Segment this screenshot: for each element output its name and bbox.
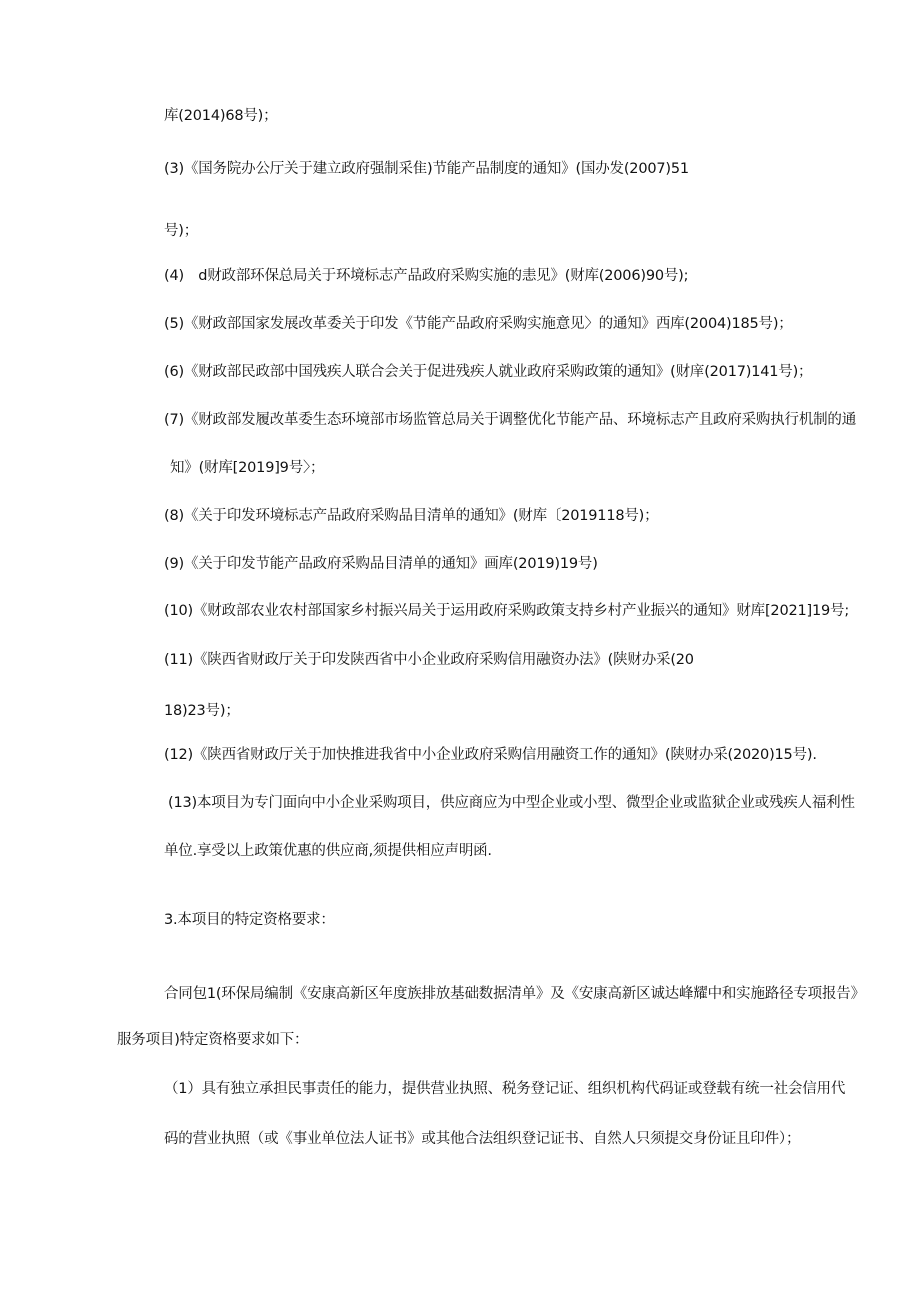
text-line-3: 号)； bbox=[164, 223, 199, 239]
text-line-5: (5)《财政部国家发展改革委关于印发《节能产品政府采购实施意见〉的通知》西库(2004)185号)； bbox=[164, 316, 793, 332]
text-line-6: (6)《财政部民政部中国残疾人联合会关于促进残疾人就业政府采购政策的通知》(财庠(2017)141号)； bbox=[164, 364, 813, 380]
text-line-1: 库(2014)68号)； bbox=[164, 108, 278, 124]
text-line-14: (12)《陕西省财政厅关于加快推进我省中小企业政府采购信用融资工作的通知》(陕财办采(2020)15号). bbox=[164, 747, 817, 763]
text-line-20: （1）具有独立承担民事责任的能力，提供营业执照、税务登记证、组织机构代码证或登载有统一社会信用代 bbox=[164, 1081, 846, 1097]
text-line-21: 码的营业执照（或《事业单位法人证书》或其他合法组织登记证书、自然人只须提交身份证且印件）； bbox=[164, 1131, 801, 1147]
text-line-13: 18)23号)； bbox=[164, 703, 240, 719]
text-line-9: (8)《关于印发环境标志产品政府采购品目清单的通知》(财库〔2019118号)； bbox=[164, 508, 659, 524]
text-line-19: 服务项目)特定资格要求如下： bbox=[117, 1032, 309, 1048]
text-line-7: (7)《财政部发履改革委生态环境部市场监管总局关于调整优化节能产品、环境标志产且政府采购执行机制的通 bbox=[164, 412, 857, 428]
text-line-2: (3)《国务院办公厅关于建立政府强制采隹)节能产品制度的通知》(国办发(2007)51 bbox=[164, 161, 689, 177]
text-line-4: (4) d财政部环保总局关于环境标志产品政府采购实施的恚见》(财库(2006)90号); bbox=[164, 268, 689, 284]
text-line-8: 知》(财库[2019]9号〉； bbox=[170, 460, 325, 476]
text-line-16: 单位.享受以上政策优惠的供应商,须提供相应声明函. bbox=[164, 843, 492, 859]
text-line-18: 合同包1(环保局编制《安康高新区年度族排放基础数据清单》及《安康高新区诚达峰耀中和实施路径专项报告》 bbox=[164, 986, 865, 1002]
text-line-15: (13)本项目为专门面向中小企业采购项目，供应商应为中型企业或小型、微型企业或监狱企业或残疾人福利性 bbox=[168, 795, 855, 811]
text-line-11: (10)《财政部农业农村部国家乡村振兴局关于运用政府采购政策支持乡村产业振兴的通知》财库[2021]19号; bbox=[164, 603, 850, 619]
text-line-17: 3.本项目的特定资格要求： bbox=[164, 912, 335, 928]
text-line-10: (9)《关于印发节能产品政府采购品目清单的通知》画库(2019)19号) bbox=[164, 556, 598, 572]
text-line-12: (11)《陕西省财政厅关于印发陕西省中小企业政府采购信用融资办法》(陕财办采(20 bbox=[164, 652, 694, 668]
